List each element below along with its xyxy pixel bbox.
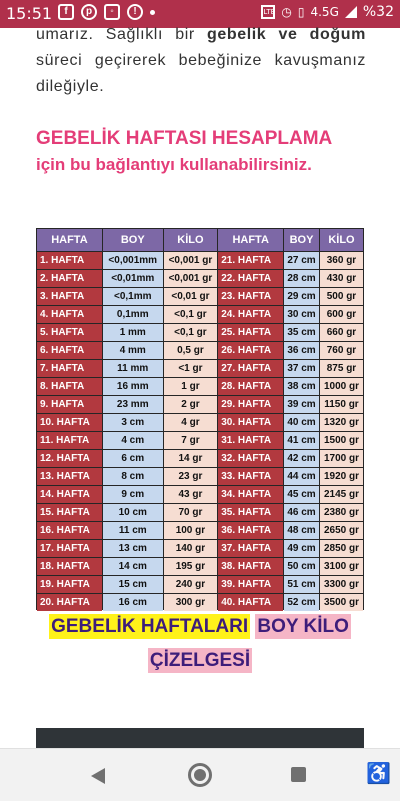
caption-line-1: [0, 612, 400, 642]
cell-boy: 3 cm: [103, 414, 163, 431]
cell-hafta: 16. HAFTA: [37, 522, 102, 539]
cell-kilo: 100 gr: [164, 522, 218, 539]
cell-kilo: 195 gr: [164, 558, 218, 575]
header-boy-2: BOY: [284, 229, 319, 251]
table-row: [37, 342, 363, 359]
table-body: [37, 252, 363, 611]
cell-hafta: 22. HAFTA: [218, 270, 283, 287]
cell-boy: 38 cm: [284, 378, 319, 395]
cell-kilo: 1320 gr: [320, 414, 363, 431]
cell-hafta: 2. HAFTA: [37, 270, 102, 287]
cell-hafta: 31. HAFTA: [218, 432, 283, 449]
cell-hafta: 32. HAFTA: [218, 450, 283, 467]
cell-hafta: 37. HAFTA: [218, 540, 283, 557]
cell-boy: 16 mm: [103, 378, 163, 395]
cell-kilo: 360 gr: [320, 252, 363, 269]
cell-kilo: 70 gr: [164, 504, 218, 521]
cell-hafta: 27. HAFTA: [218, 360, 283, 377]
caption-part-3: ÇİZELGESİ: [149, 650, 251, 671]
table-row: [37, 252, 363, 269]
cell-kilo: 2650 gr: [320, 522, 363, 539]
cell-kilo: 3100 gr: [320, 558, 363, 575]
cell-hafta: 1. HAFTA: [37, 252, 102, 269]
recents-icon[interactable]: [291, 767, 306, 782]
caption-part-2: BOY KİLO: [257, 616, 349, 637]
navigation-bar: [0, 748, 400, 801]
cell-boy: 6 cm: [103, 450, 163, 467]
cell-hafta: 9. HAFTA: [37, 396, 102, 413]
table-row: [37, 324, 363, 341]
cell-hafta: 19. HAFTA: [37, 576, 102, 593]
cell-boy: 35 cm: [284, 324, 319, 341]
cell-kilo: 600 gr: [320, 306, 363, 323]
status-time: 15:51: [6, 4, 53, 23]
cell-hafta: 10. HAFTA: [37, 414, 102, 431]
cell-boy: <0,01mm: [103, 270, 163, 287]
network-type: 4.5G: [310, 5, 339, 19]
cell-hafta: 8. HAFTA: [37, 378, 102, 395]
article-body: [36, 28, 366, 178]
home-icon[interactable]: [188, 763, 212, 787]
table-header-row: [37, 229, 363, 251]
article-image: [36, 728, 364, 748]
cell-kilo: 1920 gr: [320, 468, 363, 485]
table-row: [37, 504, 363, 521]
pregnancy-week-table: [36, 228, 364, 610]
cell-boy: 39 cm: [284, 396, 319, 413]
cell-hafta: 13. HAFTA: [37, 468, 102, 485]
cell-hafta: 11. HAFTA: [37, 432, 102, 449]
cell-kilo: 1700 gr: [320, 450, 363, 467]
cell-boy: 16 cm: [103, 594, 163, 611]
cell-boy: 4 cm: [103, 432, 163, 449]
cell-hafta: 20. HAFTA: [37, 594, 102, 611]
cell-kilo: 3300 gr: [320, 576, 363, 593]
table-row: [37, 450, 363, 467]
cell-boy: 46 cm: [284, 504, 319, 521]
cell-kilo: 4 gr: [164, 414, 218, 431]
table-row: [37, 306, 363, 323]
table-row: [37, 378, 363, 395]
cell-boy: 15 cm: [103, 576, 163, 593]
table-row: [37, 288, 363, 305]
battery-level: %32: [362, 4, 394, 20]
cell-kilo: 14 gr: [164, 450, 218, 467]
cell-kilo: 660 gr: [320, 324, 363, 341]
cell-kilo: 140 gr: [164, 540, 218, 557]
volte-icon: LTE: [261, 5, 275, 19]
cell-kilo: 875 gr: [320, 360, 363, 377]
cell-boy: 52 cm: [284, 594, 319, 611]
table-row: [37, 414, 363, 431]
cell-hafta: 35. HAFTA: [218, 504, 283, 521]
cell-kilo: 3500 gr: [320, 594, 363, 611]
header-hafta-1: HAFTA: [37, 229, 102, 251]
cell-hafta: 33. HAFTA: [218, 468, 283, 485]
table-row: [37, 576, 363, 593]
table-row: [37, 468, 363, 485]
cell-kilo: 7 gr: [164, 432, 218, 449]
cell-boy: 37 cm: [284, 360, 319, 377]
notification-icons: [58, 4, 155, 20]
cell-boy: 50 cm: [284, 558, 319, 575]
system-icons: [261, 4, 394, 20]
calculator-link-rest[interactable]: için bu bağlantıyı kullanabilirsiniz.: [36, 155, 312, 174]
cell-hafta: 25. HAFTA: [218, 324, 283, 341]
table-row: [37, 558, 363, 575]
cell-hafta: 30. HAFTA: [218, 414, 283, 431]
cell-hafta: 34. HAFTA: [218, 486, 283, 503]
cell-hafta: 40. HAFTA: [218, 594, 283, 611]
cell-boy: 44 cm: [284, 468, 319, 485]
cell-kilo: 2850 gr: [320, 540, 363, 557]
cell-hafta: 26. HAFTA: [218, 342, 283, 359]
cell-kilo: <1 gr: [164, 360, 218, 377]
cell-hafta: 17. HAFTA: [37, 540, 102, 557]
cell-hafta: 15. HAFTA: [37, 504, 102, 521]
cell-boy: 40 cm: [284, 414, 319, 431]
pinterest-icon: p: [81, 4, 97, 20]
week-size-weight-table: [36, 228, 364, 612]
cell-kilo: <0,001 gr: [164, 270, 218, 287]
notification-icon: !: [127, 4, 143, 20]
cell-hafta: 14. HAFTA: [37, 486, 102, 503]
cell-hafta: 7. HAFTA: [37, 360, 102, 377]
cell-hafta: 24. HAFTA: [218, 306, 283, 323]
caption-line-2: [0, 646, 400, 676]
caption-part-1: GEBELİK HAFTALARI: [51, 616, 249, 637]
more-notifications-icon: [150, 10, 155, 15]
header-hafta-2: HAFTA: [218, 229, 283, 251]
cell-boy: 45 cm: [284, 486, 319, 503]
cell-boy: 4 mm: [103, 342, 163, 359]
cell-boy: 42 cm: [284, 450, 319, 467]
header-kilo-1: KİLO: [164, 229, 218, 251]
cell-boy: 28 cm: [284, 270, 319, 287]
cell-kilo: 430 gr: [320, 270, 363, 287]
cell-kilo: 760 gr: [320, 342, 363, 359]
signal-icon: [345, 6, 357, 18]
accessibility-icon[interactable]: ♿: [366, 763, 391, 785]
cell-boy: 11 mm: [103, 360, 163, 377]
cell-kilo: 240 gr: [164, 576, 218, 593]
table-row: [37, 396, 363, 413]
cell-hafta: 23. HAFTA: [218, 288, 283, 305]
cell-hafta: 29. HAFTA: [218, 396, 283, 413]
table-row: [37, 486, 363, 503]
cell-hafta: 12. HAFTA: [37, 450, 102, 467]
cell-boy: 29 cm: [284, 288, 319, 305]
cell-hafta: 28. HAFTA: [218, 378, 283, 395]
cell-boy: 1 mm: [103, 324, 163, 341]
cell-boy: <0,001mm: [103, 252, 163, 269]
instagram-icon: ◦: [104, 4, 120, 20]
cell-kilo: 1150 gr: [320, 396, 363, 413]
cell-boy: 49 cm: [284, 540, 319, 557]
table-row: [37, 522, 363, 539]
cell-kilo: 2380 gr: [320, 504, 363, 521]
table-row: [37, 270, 363, 287]
cell-boy: 23 mm: [103, 396, 163, 413]
cell-kilo: 1 gr: [164, 378, 218, 395]
para-bold-text: gebelik ve doğum: [206, 26, 366, 43]
calculator-link[interactable]: [36, 126, 366, 178]
back-icon[interactable]: [91, 768, 105, 784]
facebook-icon: f: [58, 4, 74, 20]
cell-boy: 13 cm: [103, 540, 163, 557]
cell-boy: 10 cm: [103, 504, 163, 521]
table-row: [37, 594, 363, 611]
cell-boy: 27 cm: [284, 252, 319, 269]
cell-kilo: 0,5 gr: [164, 342, 218, 359]
cell-kilo: <0,1 gr: [164, 324, 218, 341]
cell-hafta: 4. HAFTA: [37, 306, 102, 323]
cell-hafta: 39. HAFTA: [218, 576, 283, 593]
cell-kilo: 300 gr: [164, 594, 218, 611]
cell-boy: 9 cm: [103, 486, 163, 503]
calculator-link-title[interactable]: GEBELİK HAFTASI HESAPLAMA: [36, 128, 333, 149]
cell-boy: 51 cm: [284, 576, 319, 593]
cell-hafta: 36. HAFTA: [218, 522, 283, 539]
cell-hafta: 6. HAFTA: [37, 342, 102, 359]
cell-boy: 36 cm: [284, 342, 319, 359]
cell-boy: <0,1mm: [103, 288, 163, 305]
article-paragraph: [36, 22, 366, 100]
table-caption: [0, 612, 400, 676]
cell-kilo: <0,001 gr: [164, 252, 218, 269]
table-row: [37, 360, 363, 377]
cell-kilo: 1500 gr: [320, 432, 363, 449]
cell-hafta: 21. HAFTA: [218, 252, 283, 269]
cell-kilo: <0,01 gr: [164, 288, 218, 305]
cell-boy: 14 cm: [103, 558, 163, 575]
cell-boy: 30 cm: [284, 306, 319, 323]
vibrate-icon: ▯: [297, 5, 305, 19]
cell-hafta: 5. HAFTA: [37, 324, 102, 341]
cell-boy: 0,1mm: [103, 306, 163, 323]
header-kilo-2: KİLO: [320, 229, 363, 251]
para-text-2: süreci geçirerek bebeğinize kavuşmanız dileğiyle.: [36, 52, 366, 95]
table-row: [37, 540, 363, 557]
cell-boy: 11 cm: [103, 522, 163, 539]
cell-kilo: 43 gr: [164, 486, 218, 503]
alarm-icon: ◷: [281, 5, 292, 19]
cell-kilo: 2145 gr: [320, 486, 363, 503]
cell-hafta: 3. HAFTA: [37, 288, 102, 305]
cell-hafta: 38. HAFTA: [218, 558, 283, 575]
cell-boy: 8 cm: [103, 468, 163, 485]
table-row: [37, 432, 363, 449]
cell-kilo: <0,1 gr: [164, 306, 218, 323]
header-boy-1: BOY: [103, 229, 163, 251]
cell-kilo: 2 gr: [164, 396, 218, 413]
cell-kilo: 23 gr: [164, 468, 218, 485]
para-text-1: umarız. Sağlıklı bir: [36, 26, 207, 43]
cell-kilo: 1000 gr: [320, 378, 363, 395]
cell-hafta: 18. HAFTA: [37, 558, 102, 575]
cell-boy: 48 cm: [284, 522, 319, 539]
cell-boy: 41 cm: [284, 432, 319, 449]
cell-kilo: 500 gr: [320, 288, 363, 305]
